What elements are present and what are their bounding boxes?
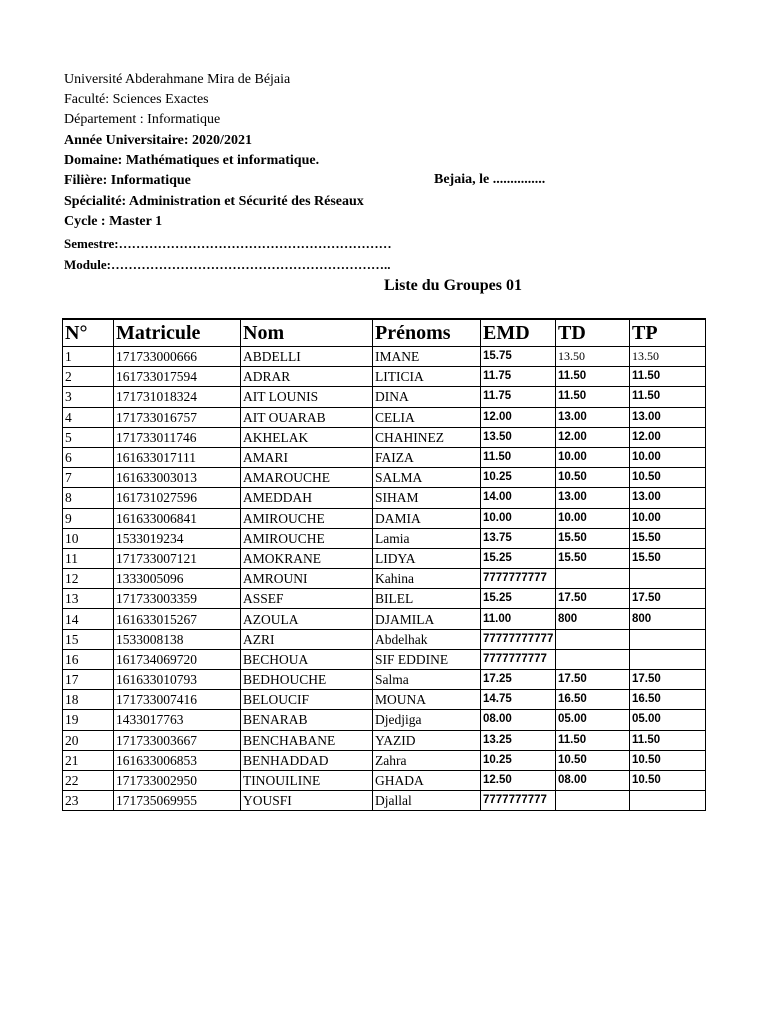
cell-prenoms: BILEL bbox=[373, 589, 481, 609]
table-row bbox=[63, 770, 706, 790]
col-header-matricule: Matricule bbox=[114, 319, 241, 347]
table-row bbox=[63, 447, 706, 467]
table-row bbox=[63, 710, 706, 730]
cell-matricule: 161633010793 bbox=[114, 670, 241, 690]
specialite-line: Spécialité: Administration et Sécurité des Réseaux bbox=[64, 194, 364, 209]
university-line: Université Abderahmane Mira de Béjaia bbox=[64, 72, 291, 87]
cell-tp: 15.50 bbox=[630, 528, 706, 548]
col-header-nom: Nom bbox=[241, 319, 373, 347]
cell-tp: 11.50 bbox=[630, 367, 706, 387]
table-row bbox=[63, 347, 706, 367]
cell-nom: AZOULA bbox=[241, 609, 373, 629]
table-row bbox=[63, 468, 706, 488]
cell-number: 2 bbox=[63, 367, 114, 387]
cell-td: 11.50 bbox=[556, 367, 630, 387]
cell-prenoms: Kahina bbox=[373, 569, 481, 589]
cell-prenoms: DAMIA bbox=[373, 508, 481, 528]
cell-matricule: 171735069955 bbox=[114, 791, 241, 811]
table-row bbox=[63, 488, 706, 508]
cell-nom: AMOKRANE bbox=[241, 548, 373, 568]
cell-nom: ADRAR bbox=[241, 367, 373, 387]
cell-tp: 05.00 bbox=[630, 710, 706, 730]
cell-td: 13.50 bbox=[556, 347, 630, 367]
cell-number: 17 bbox=[63, 670, 114, 690]
cell-emd: 13.25 bbox=[481, 730, 556, 750]
cell-prenoms: SALMA bbox=[373, 468, 481, 488]
cell-nom: AMIROUCHE bbox=[241, 528, 373, 548]
table-row bbox=[63, 690, 706, 710]
cell-tp bbox=[630, 629, 706, 649]
cell-tp: 10.00 bbox=[630, 508, 706, 528]
cell-matricule: 161633003013 bbox=[114, 468, 241, 488]
cell-td bbox=[556, 569, 630, 589]
cell-prenoms: IMANE bbox=[373, 347, 481, 367]
cell-prenoms: YAZID bbox=[373, 730, 481, 750]
col-header-emd: EMD bbox=[481, 319, 556, 347]
cell-prenoms: DINA bbox=[373, 387, 481, 407]
cell-tp: 17.50 bbox=[630, 589, 706, 609]
cell-prenoms: SIF EDDINE bbox=[373, 649, 481, 669]
cell-td bbox=[556, 791, 630, 811]
cell-prenoms: Salma bbox=[373, 670, 481, 690]
cell-nom: AIT LOUNIS bbox=[241, 387, 373, 407]
cell-prenoms: Lamia bbox=[373, 528, 481, 548]
cell-prenoms: Djedjiga bbox=[373, 710, 481, 730]
date-line: Bejaia, le ............... bbox=[434, 172, 546, 187]
cell-emd: 15.75 bbox=[481, 347, 556, 367]
cell-td: 10.50 bbox=[556, 468, 630, 488]
cell-emd: 11.00 bbox=[481, 609, 556, 629]
cell-prenoms: GHADA bbox=[373, 770, 481, 790]
table-row bbox=[63, 387, 706, 407]
cell-number: 19 bbox=[63, 710, 114, 730]
cell-matricule: 161633015267 bbox=[114, 609, 241, 629]
cell-matricule: 171733002950 bbox=[114, 770, 241, 790]
cell-emd: 12.00 bbox=[481, 407, 556, 427]
cycle-line: Cycle : Master 1 bbox=[64, 214, 163, 229]
cell-matricule: 171733000666 bbox=[114, 347, 241, 367]
cell-nom: BEDHOUCHE bbox=[241, 670, 373, 690]
cell-number: 15 bbox=[63, 629, 114, 649]
cell-tp: 800 bbox=[630, 609, 706, 629]
table-header-row bbox=[63, 319, 706, 347]
cell-number: 9 bbox=[63, 508, 114, 528]
table-row bbox=[63, 670, 706, 690]
cell-nom: AMIROUCHE bbox=[241, 508, 373, 528]
cell-prenoms: Abdelhak bbox=[373, 629, 481, 649]
faculty-line: Faculté: Sciences Exactes bbox=[64, 92, 209, 107]
cell-nom: ABDELLI bbox=[241, 347, 373, 367]
cell-td: 10.00 bbox=[556, 508, 630, 528]
cell-number: 8 bbox=[63, 488, 114, 508]
cell-prenoms: DJAMILA bbox=[373, 609, 481, 629]
cell-emd: 14.00 bbox=[481, 488, 556, 508]
cell-emd: 11.50 bbox=[481, 447, 556, 467]
cell-nom: BENARAB bbox=[241, 710, 373, 730]
cell-emd: 10.25 bbox=[481, 750, 556, 770]
cell-tp: 10.50 bbox=[630, 770, 706, 790]
cell-emd: 11.75 bbox=[481, 387, 556, 407]
cell-matricule: 161734069720 bbox=[114, 649, 241, 669]
cell-tp: 10.50 bbox=[630, 468, 706, 488]
table-row bbox=[63, 569, 706, 589]
cell-matricule: 171733003359 bbox=[114, 589, 241, 609]
cell-td: 13.00 bbox=[556, 488, 630, 508]
cell-nom: AZRI bbox=[241, 629, 373, 649]
cell-nom: AMARI bbox=[241, 447, 373, 467]
cell-td bbox=[556, 629, 630, 649]
table-row bbox=[63, 427, 706, 447]
table-row bbox=[63, 649, 706, 669]
cell-matricule: 1533019234 bbox=[114, 528, 241, 548]
table-row bbox=[63, 528, 706, 548]
cell-number: 22 bbox=[63, 770, 114, 790]
cell-matricule: 161633006853 bbox=[114, 750, 241, 770]
module-line: Module:……………………………………………………….. bbox=[64, 257, 391, 272]
cell-tp: 10.50 bbox=[630, 750, 706, 770]
cell-nom: BELOUCIF bbox=[241, 690, 373, 710]
cell-emd: 13.75 bbox=[481, 528, 556, 548]
cell-nom: AMROUNI bbox=[241, 569, 373, 589]
cell-number: 1 bbox=[63, 347, 114, 367]
cell-number: 11 bbox=[63, 548, 114, 568]
cell-tp: 17.50 bbox=[630, 670, 706, 690]
cell-matricule: 161731027596 bbox=[114, 488, 241, 508]
cell-number: 6 bbox=[63, 447, 114, 467]
cell-tp bbox=[630, 569, 706, 589]
cell-td: 800 bbox=[556, 609, 630, 629]
cell-td: 16.50 bbox=[556, 690, 630, 710]
cell-matricule: 1533008138 bbox=[114, 629, 241, 649]
cell-matricule: 171733007416 bbox=[114, 690, 241, 710]
cell-emd: 7777777777 bbox=[481, 791, 556, 811]
cell-td: 08.00 bbox=[556, 770, 630, 790]
cell-number: 10 bbox=[63, 528, 114, 548]
cell-emd: 7777777777 bbox=[481, 649, 556, 669]
cell-tp: 13.00 bbox=[630, 407, 706, 427]
cell-number: 5 bbox=[63, 427, 114, 447]
col-header-tp: TP bbox=[630, 319, 706, 347]
cell-number: 7 bbox=[63, 468, 114, 488]
table-row bbox=[63, 589, 706, 609]
cell-nom: AKHELAK bbox=[241, 427, 373, 447]
cell-tp: 13.00 bbox=[630, 488, 706, 508]
department-line: Département : Informatique bbox=[64, 112, 221, 127]
table-row bbox=[63, 367, 706, 387]
table-row bbox=[63, 750, 706, 770]
cell-emd: 17.25 bbox=[481, 670, 556, 690]
cell-matricule: 1433017763 bbox=[114, 710, 241, 730]
table-row bbox=[63, 609, 706, 629]
cell-td: 12.00 bbox=[556, 427, 630, 447]
cell-tp: 13.50 bbox=[630, 347, 706, 367]
cell-tp: 16.50 bbox=[630, 690, 706, 710]
cell-emd: 10.25 bbox=[481, 468, 556, 488]
cell-tp: 11.50 bbox=[630, 730, 706, 750]
cell-emd: 15.25 bbox=[481, 548, 556, 568]
cell-prenoms: MOUNA bbox=[373, 690, 481, 710]
cell-prenoms: LITICIA bbox=[373, 367, 481, 387]
cell-emd: 12.50 bbox=[481, 770, 556, 790]
cell-td: 13.00 bbox=[556, 407, 630, 427]
cell-matricule: 171733007121 bbox=[114, 548, 241, 568]
cell-matricule: 171733011746 bbox=[114, 427, 241, 447]
cell-matricule: 171733003667 bbox=[114, 730, 241, 750]
cell-nom: YOUSFI bbox=[241, 791, 373, 811]
cell-nom: AMAROUCHE bbox=[241, 468, 373, 488]
cell-nom: BECHOUA bbox=[241, 649, 373, 669]
cell-number: 20 bbox=[63, 730, 114, 750]
col-header-prenoms: Prénoms bbox=[373, 319, 481, 347]
cell-matricule: 161733017594 bbox=[114, 367, 241, 387]
cell-td: 17.50 bbox=[556, 670, 630, 690]
table-row bbox=[63, 407, 706, 427]
cell-tp: 11.50 bbox=[630, 387, 706, 407]
col-header-td: TD bbox=[556, 319, 630, 347]
domain-line: Domaine: Mathématiques et informatique. bbox=[64, 153, 320, 168]
semestre-line: Semestre:……………………………………………………… bbox=[64, 236, 392, 251]
cell-matricule: 1333005096 bbox=[114, 569, 241, 589]
cell-emd: 08.00 bbox=[481, 710, 556, 730]
cell-matricule: 161633006841 bbox=[114, 508, 241, 528]
cell-emd: 15.25 bbox=[481, 589, 556, 609]
cell-number: 12 bbox=[63, 569, 114, 589]
filiere-line: Filière: Informatique bbox=[64, 173, 191, 188]
cell-td: 17.50 bbox=[556, 589, 630, 609]
cell-td: 11.50 bbox=[556, 387, 630, 407]
cell-number: 18 bbox=[63, 690, 114, 710]
cell-emd: 77777777777 bbox=[481, 629, 556, 649]
cell-td: 05.00 bbox=[556, 710, 630, 730]
cell-prenoms: Zahra bbox=[373, 750, 481, 770]
cell-emd: 10.00 bbox=[481, 508, 556, 528]
cell-emd: 13.50 bbox=[481, 427, 556, 447]
cell-td: 15.50 bbox=[556, 528, 630, 548]
table-row bbox=[63, 548, 706, 568]
grades-table bbox=[62, 318, 706, 811]
cell-nom: ASSEF bbox=[241, 589, 373, 609]
cell-td: 10.00 bbox=[556, 447, 630, 467]
table-row bbox=[63, 508, 706, 528]
cell-tp: 12.00 bbox=[630, 427, 706, 447]
cell-number: 16 bbox=[63, 649, 114, 669]
cell-tp bbox=[630, 649, 706, 669]
cell-matricule: 171731018324 bbox=[114, 387, 241, 407]
cell-td: 10.50 bbox=[556, 750, 630, 770]
cell-emd: 14.75 bbox=[481, 690, 556, 710]
cell-td: 15.50 bbox=[556, 548, 630, 568]
cell-tp: 15.50 bbox=[630, 548, 706, 568]
cell-matricule: 161633017111 bbox=[114, 447, 241, 467]
cell-number: 21 bbox=[63, 750, 114, 770]
cell-tp: 10.00 bbox=[630, 447, 706, 467]
cell-td bbox=[556, 649, 630, 669]
academic-year-line: Année Universitaire: 2020/2021 bbox=[64, 133, 252, 148]
cell-matricule: 171733016757 bbox=[114, 407, 241, 427]
table-row bbox=[63, 730, 706, 750]
cell-nom: AIT OUARAB bbox=[241, 407, 373, 427]
cell-emd: 11.75 bbox=[481, 367, 556, 387]
cell-nom: AMEDDAH bbox=[241, 488, 373, 508]
cell-prenoms: FAIZA bbox=[373, 447, 481, 467]
table-row bbox=[63, 791, 706, 811]
cell-number: 14 bbox=[63, 609, 114, 629]
cell-nom: BENCHABANE bbox=[241, 730, 373, 750]
cell-prenoms: CHAHINEZ bbox=[373, 427, 481, 447]
cell-nom: TINOUILINE bbox=[241, 770, 373, 790]
cell-emd: 7777777777 bbox=[481, 569, 556, 589]
cell-prenoms: Djallal bbox=[373, 791, 481, 811]
cell-tp bbox=[630, 791, 706, 811]
cell-number: 23 bbox=[63, 791, 114, 811]
cell-prenoms: LIDYA bbox=[373, 548, 481, 568]
table-row bbox=[63, 629, 706, 649]
list-title: Liste du Groupes 01 bbox=[384, 277, 522, 294]
cell-number: 4 bbox=[63, 407, 114, 427]
cell-prenoms: SIHAM bbox=[373, 488, 481, 508]
cell-prenoms: CELIA bbox=[373, 407, 481, 427]
cell-number: 13 bbox=[63, 589, 114, 609]
col-header-number: N° bbox=[63, 319, 114, 347]
cell-number: 3 bbox=[63, 387, 114, 407]
cell-td: 11.50 bbox=[556, 730, 630, 750]
cell-nom: BENHADDAD bbox=[241, 750, 373, 770]
